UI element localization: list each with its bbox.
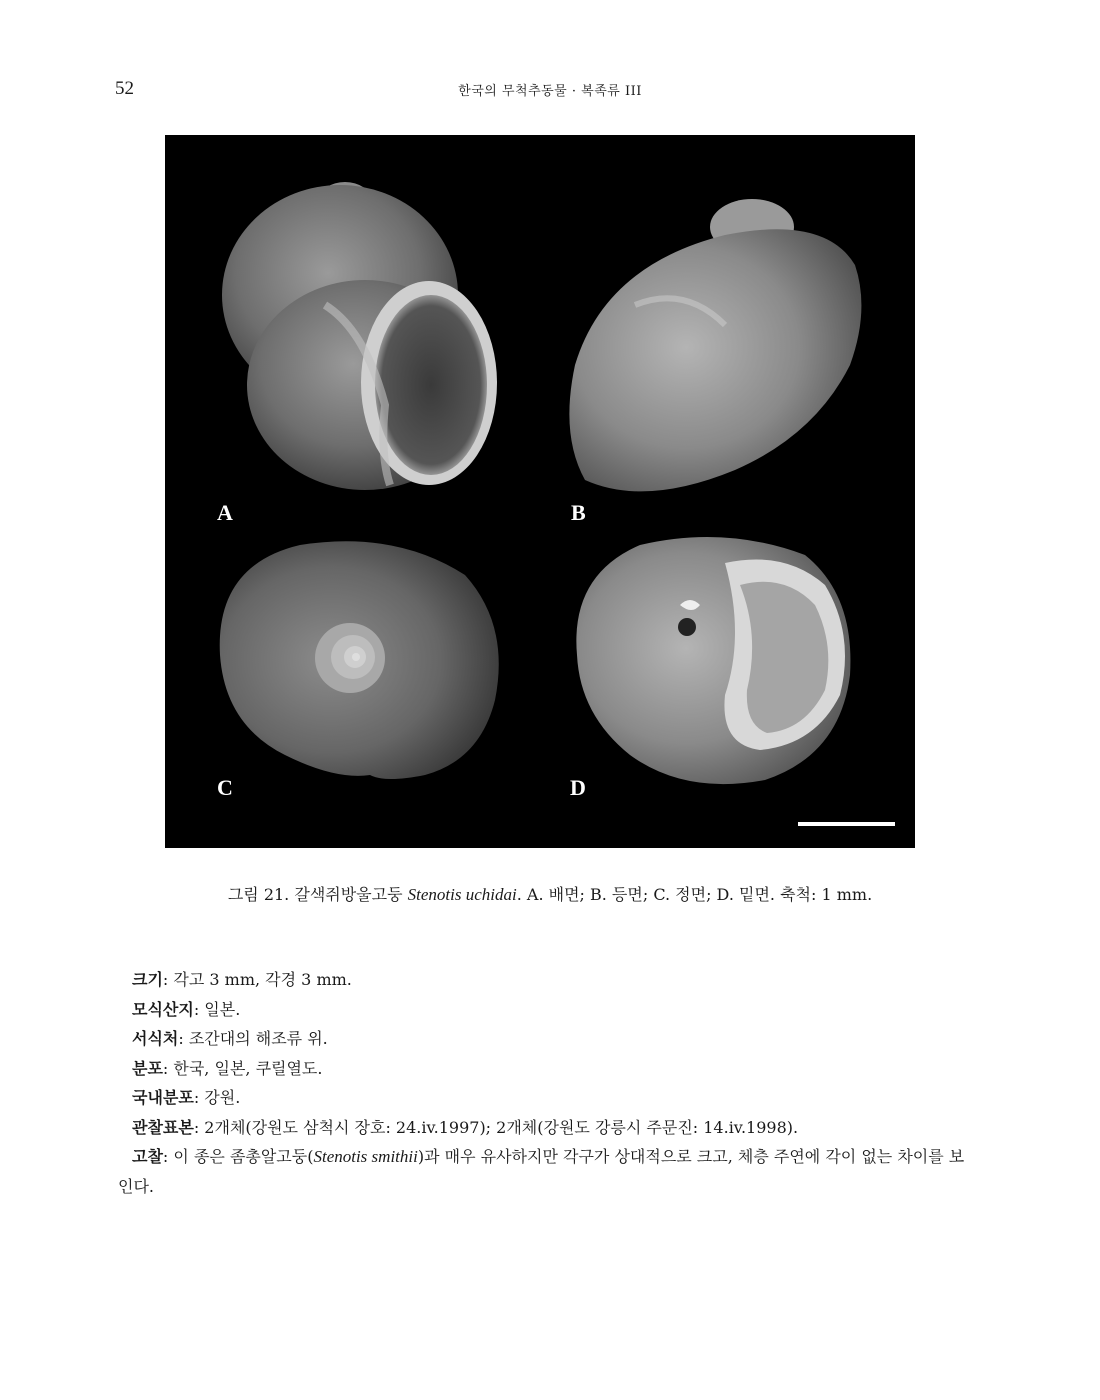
distribution-text: : 한국, 일본, 쿠릴열도.: [162, 1058, 323, 1078]
panel-label-b: B: [571, 500, 586, 525]
caption-species-name: Stenotis uchidai: [407, 885, 517, 904]
size-term: 크기: [132, 970, 163, 989]
remarks-species-name: Stenotis smithii: [313, 1147, 418, 1166]
panel-label-d: D: [570, 775, 586, 800]
habitat-entry: [118, 1024, 978, 1054]
caption-suffix: . A. 배면; B. 등면; C. 정면; D. 밑면. 축척: 1 mm.: [516, 885, 873, 904]
type-locality-text: : 일본.: [193, 999, 241, 1019]
figure-caption: [0, 882, 1100, 905]
habitat-term: 서식처: [132, 1029, 179, 1048]
size-text: : 각고 3 mm, 각경 3 mm.: [162, 970, 352, 989]
type-locality-term: 모식산지: [132, 999, 194, 1019]
figure-photo-plate: [165, 135, 915, 848]
species-description: [118, 965, 978, 1201]
specimens-entry: [118, 1113, 978, 1143]
panel-label-c: C: [217, 775, 233, 800]
specimens-term: 관찰표본: [132, 1117, 194, 1137]
page-number: 52: [115, 78, 134, 99]
distribution-term: 분포: [132, 1058, 163, 1078]
habitat-text: : 조간대의 해조류 위.: [178, 1029, 328, 1048]
scale-bar: [798, 822, 895, 826]
remarks-term: 고찰: [132, 1147, 163, 1166]
distribution-entry: [118, 1054, 978, 1084]
caption-prefix: 그림 21. 갈색쥐방울고둥: [227, 885, 408, 904]
panel-d-shell: [576, 537, 850, 784]
running-head: 한국의 무척추동물 · 복족류 III: [458, 84, 642, 99]
remarks-entry: [118, 1142, 978, 1201]
shell-photographs: [165, 135, 915, 848]
panel-a-shell: [222, 182, 497, 490]
domestic-distribution-text: : 강원.: [193, 1088, 241, 1107]
panel-b-shell: [569, 199, 861, 491]
remarks-text-after: )과 매우 유사하지만 각구가 상대적으로 크고, 체층 주연에 각이 없는 차이를 보인다.: [118, 1147, 965, 1196]
remarks-text-before: : 이 종은 좀총알고둥(: [162, 1147, 314, 1166]
domestic-distribution-term: 국내분포: [132, 1088, 194, 1107]
specimens-text: : 2개체(강원도 삼척시 장호: 24.iv.1997); 2개체(강원도 강릉시 주문진: 14.iv.1998).: [193, 1117, 799, 1137]
panel-c-shell: [220, 541, 499, 779]
type-locality-entry: [118, 995, 978, 1025]
size-entry: [118, 965, 978, 995]
panel-label-a: A: [217, 500, 233, 525]
domestic-distribution-entry: [118, 1083, 978, 1113]
